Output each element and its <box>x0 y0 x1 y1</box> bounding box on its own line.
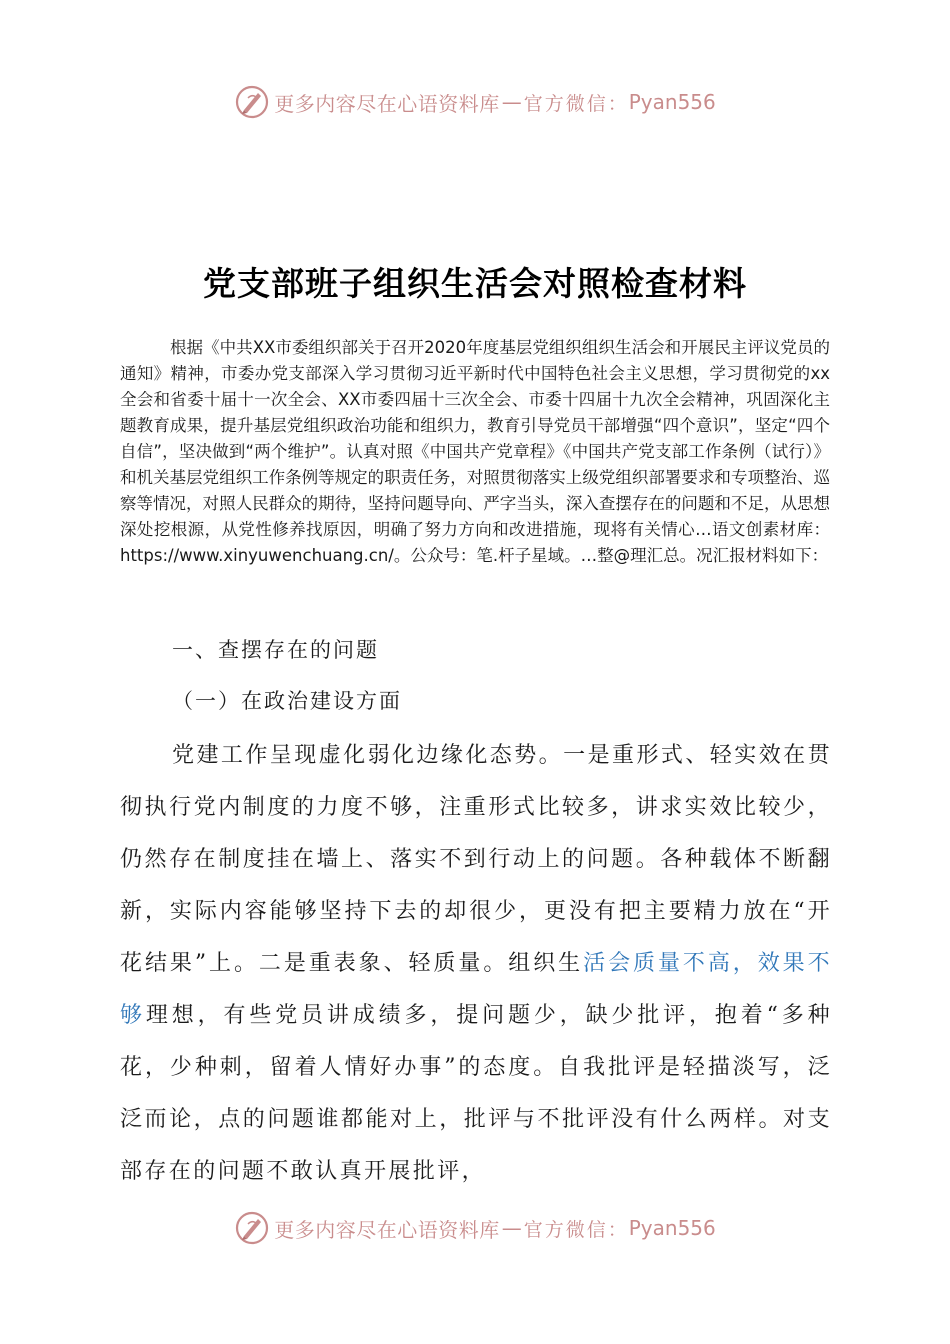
section-heading: 一、查摆存在的问题 <box>172 638 379 662</box>
pen-logo-icon <box>234 84 270 120</box>
watermark-wechat-id: Pyan556 <box>628 90 716 114</box>
subsection-heading: （一）在政治建设方面 <box>172 689 402 713</box>
body-paragraph <box>120 730 832 1198</box>
body-text-part-2: 理想，有些党员讲成绩多，提问题少，缺少批评，抱着“多种花，少种刺，留着人情好办事”的态度。自我批评是轻描淡写，泛泛而论，点的问题谁都能对上，批评与不批评没有什么两样。对支部存在的问题不敢认真开展批评， <box>120 1003 832 1184</box>
body-text-part-1: 党建工作呈现虚化弱化边缘化态势。一是重形式、轻实效在贯彻执行党内制度的力度不够，注重形式比较多，讲求实效比较少，仍然存在制度挂在墙上、落实不到行动上的问题。各种载体不断翻新，实际内容能够坚持下去的却很少，更没有把主要精力放在“开花结果”上。二是重表象、轻质量。组织生 <box>120 743 832 976</box>
watermark-wechat-id: Pyan556 <box>628 1216 716 1240</box>
pen-logo-icon <box>234 1210 270 1246</box>
highlighted-text: 活会质量不高，效果不够 <box>120 951 832 1028</box>
watermark-label: 官方微信： <box>523 1218 629 1241</box>
watermark-text: 更多内容尽在心语资料库 <box>274 1217 500 1242</box>
document-title: 党支部班子组织生活会对照检查材料 <box>203 264 747 303</box>
watermark-header <box>0 82 950 122</box>
intro-paragraph: 根据《中共XX市委组织部关于召开2020年度基层党组织组织生活会和开展民主评议党员的通知》精神，市委办党支部深入学习贯彻习近平新时代中国特色社会主义思想，学习贯彻党的xx全会和省委十届十一次全会、XX市委四届十三次全会、市委十四届十九次全会精神，巩固深化主题教育成果，提升基层党组织政治功能和组织力，教育引导党员干部增强“四个意识”，坚定“四个自信”，坚决做到“两个维护”。认真对照《中国共产党章程》《中国共产党支部工作条例（试行）》和机关基层党组织工作条例等规定的职责任务，对照贯彻落实上级党组织部署要求和专项整治、巡察等情况，对照人民群众的期待，坚持问题导向、严字当头，深入查摆存在的问题和不足，从思想深处挖根源，从党性修养找原因，明确了努力方向和改进措施，现将有关情心…语文创素材库：https://www.xinyuwenchuang.cn/。公众号：笔.杆子星域。…整@理汇总。况汇报材料如下： <box>120 338 830 565</box>
watermark-label: 官方微信： <box>523 92 629 115</box>
watermark-dash: — <box>501 1216 522 1240</box>
watermark-text: 更多内容尽在心语资料库 <box>274 91 500 116</box>
watermark-footer <box>0 1208 950 1248</box>
watermark-dash: — <box>501 90 522 114</box>
